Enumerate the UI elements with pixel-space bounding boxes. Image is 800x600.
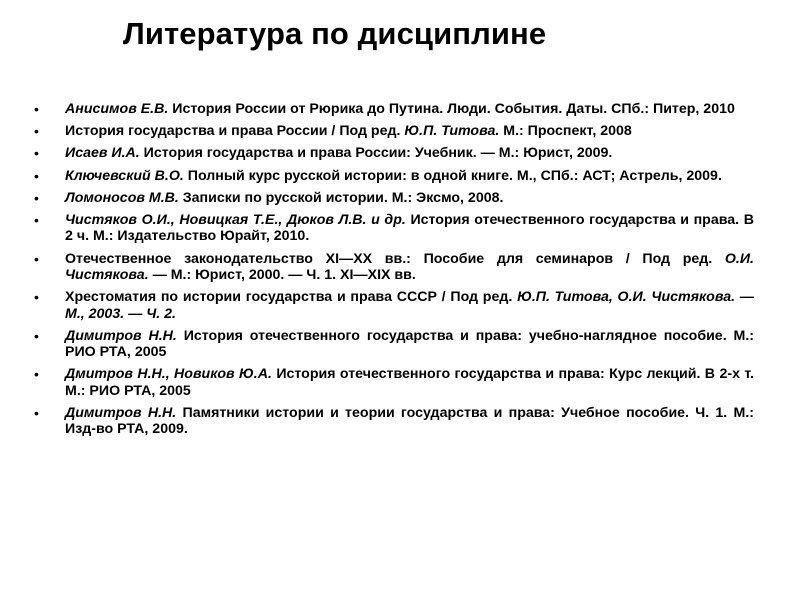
reference-segment: Памятники истории и теории государства и права: Учебное пособие. Ч. 1. М.: Изд-во РТА, 2009. bbox=[65, 405, 754, 438]
reference-segment: История государства и права России / Под ред. bbox=[65, 123, 405, 140]
reference-item bbox=[34, 123, 754, 139]
reference-item bbox=[34, 190, 754, 206]
bullet-icon: • bbox=[34, 189, 39, 206]
bullet-icon: • bbox=[34, 250, 39, 267]
reference-segment: История государства и права России: Учебник. — М.: Юрист, 2009. bbox=[139, 145, 613, 162]
reference-text bbox=[65, 405, 754, 437]
reference-segment: — М.: Юрист, 2000. — Ч. 1. XI—XIX вв. bbox=[148, 267, 416, 284]
reference-text bbox=[65, 123, 632, 139]
reference-item bbox=[34, 366, 754, 399]
bullet-icon: • bbox=[34, 327, 39, 344]
slide-title: Литература по дисциплине bbox=[123, 16, 547, 51]
reference-item bbox=[34, 251, 754, 284]
reference-segment: История отечественного государства и права: Курс лекций. В 2-х т. М.: РИО РТА, 2005 bbox=[65, 366, 754, 399]
reference-author-italic: Ключевский В.О. bbox=[65, 167, 184, 184]
reference-segment: М.: Проспект, 2008 bbox=[499, 123, 632, 140]
reference-author-italic: Ломоносов М.В. bbox=[65, 189, 179, 206]
reference-text bbox=[65, 168, 722, 184]
reference-text bbox=[65, 328, 754, 360]
reference-text bbox=[65, 251, 754, 283]
bullet-icon: • bbox=[34, 145, 39, 162]
reference-text bbox=[65, 145, 612, 161]
reference-text bbox=[65, 212, 754, 244]
reference-text bbox=[65, 101, 735, 117]
reference-segment: Полный курс русской истории: в одной книге. М., СПб.: АСТ; Астрель, 2009. bbox=[183, 167, 722, 184]
reference-author-italic: Ю.П. Титова. bbox=[404, 123, 500, 140]
reference-item bbox=[34, 212, 754, 245]
bullet-icon: • bbox=[34, 366, 39, 383]
reference-segment: История отечественного государства и права. В 2 ч. М.: Издательство Юрайт, 2010. bbox=[65, 212, 754, 245]
reference-text bbox=[65, 366, 754, 398]
reference-segment: Отечественное законодательство XI—XX вв.: Пособие для семинаров / Под ред. bbox=[65, 250, 725, 267]
reference-segment: История России от Рюрика до Путина. Люди. События. Даты. СПб.: Питер, 2010 bbox=[168, 101, 735, 117]
bullet-icon: • bbox=[34, 167, 39, 184]
reference-item bbox=[34, 405, 754, 438]
reference-text bbox=[65, 190, 503, 206]
reference-item bbox=[34, 101, 754, 117]
bullet-icon: • bbox=[34, 405, 39, 422]
reference-list bbox=[34, 101, 754, 444]
bullet-icon: • bbox=[34, 123, 39, 140]
reference-author-italic: Димитров Н.Н. bbox=[65, 405, 177, 422]
bullet-icon: • bbox=[34, 289, 39, 306]
reference-item bbox=[34, 145, 754, 161]
reference-author-italic: Дмитров Н.Н., Новиков Ю.А. bbox=[65, 366, 272, 383]
reference-author-italic: Анисимов Е.В. bbox=[65, 101, 169, 117]
reference-segment: История отечественного государства и права: учебно-наглядное пособие. М.: РИО РТА, 2005 bbox=[65, 327, 754, 361]
reference-text bbox=[65, 289, 754, 321]
reference-segment: Хрестоматия по истории государства и права СССР / Под ред. bbox=[65, 289, 518, 306]
reference-author-italic: О.И. Чистякова. bbox=[65, 250, 754, 284]
reference-item bbox=[34, 289, 754, 322]
reference-item bbox=[34, 328, 754, 361]
bullet-icon: • bbox=[34, 212, 39, 229]
reference-author-italic: Димитров Н.Н. bbox=[65, 327, 177, 344]
bullet-icon: • bbox=[34, 101, 39, 117]
reference-author-italic: Чистяков О.И., Новицкая Т.Е., Дюков Л.В. и др. bbox=[65, 212, 406, 229]
reference-segment: Записки по русской истории. М.: Эксмо, 2008. bbox=[178, 189, 504, 206]
reference-author-italic: Ю.П. Титова, О.И. Чистякова. — М., 2003. — Ч. 2. bbox=[65, 289, 754, 322]
reference-author-italic: Исаев И.А. bbox=[65, 145, 140, 162]
reference-item bbox=[34, 168, 754, 184]
